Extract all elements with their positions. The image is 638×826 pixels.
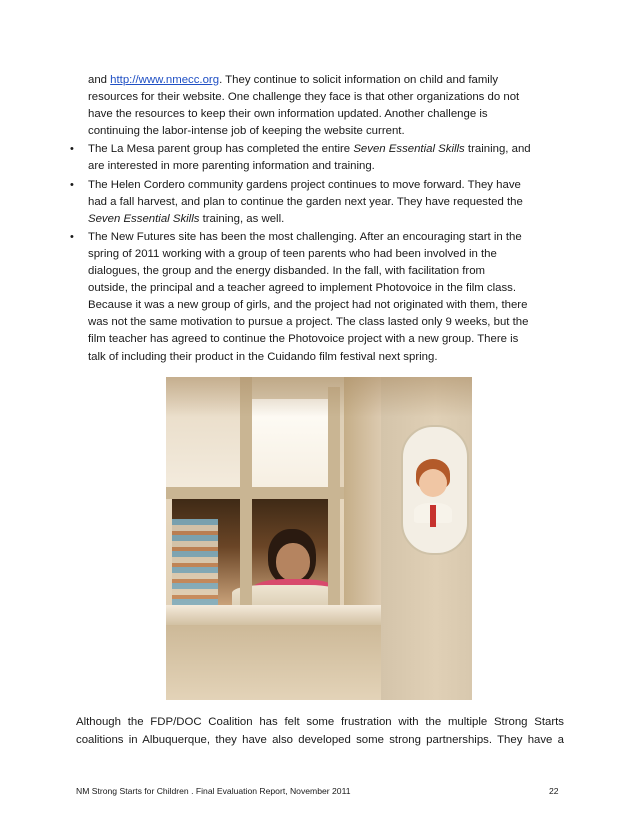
emphasis-text: Seven Essential Skills bbox=[88, 212, 200, 225]
text-span: and bbox=[88, 74, 111, 86]
photo-window-sill bbox=[166, 605, 381, 625]
bullet-marker: • bbox=[70, 143, 74, 156]
photo-window-mullion bbox=[328, 387, 340, 625]
helen-cordero-line-2: had a fall harvest, and plan to continue the garden next year. They have requested the bbox=[88, 195, 523, 208]
helen-cordero-line-3 bbox=[88, 211, 564, 228]
photo-girl-face bbox=[276, 543, 310, 581]
bullet-item-la-mesa bbox=[70, 141, 564, 175]
bullet-item-new-futures bbox=[70, 229, 564, 366]
continuation-line-1 bbox=[88, 72, 564, 89]
photo-doll-tie bbox=[430, 505, 436, 527]
text-span: training, and bbox=[464, 143, 531, 156]
photovoice-photo bbox=[166, 377, 472, 700]
continuation-line-2: resources for their website. One challenge they face is that other organizations do not bbox=[88, 91, 520, 104]
la-mesa-line-1 bbox=[88, 141, 564, 158]
body-paragraph bbox=[76, 714, 564, 749]
bullet-marker: • bbox=[70, 178, 74, 191]
photo-doll-face bbox=[419, 469, 447, 497]
paragraph-line: Although the FDP/DOC Coalition has felt some frustration with the multiple Strong Starts bbox=[76, 716, 564, 728]
bullet-item-helen-cordero bbox=[70, 177, 564, 228]
photo-striped-pillow bbox=[172, 519, 218, 605]
footer-report-title: NM Strong Starts for Children . Final Evaluation Report, November 2011 bbox=[76, 786, 351, 796]
continuation-line-4: continuing the labor-intense job of keeping the website current. bbox=[88, 125, 405, 138]
emphasis-text: Seven Essential Skills bbox=[353, 143, 465, 156]
footer-page-number: 22 bbox=[549, 786, 559, 796]
bullet-continuation bbox=[88, 72, 564, 140]
photo-top-shadow bbox=[166, 377, 472, 417]
bullet-marker: • bbox=[70, 230, 74, 243]
new-futures-line: dialogues, the group and the energy disbanded. In the fall, with facilitation from bbox=[88, 265, 486, 278]
text-span: The La Mesa parent group has completed the entire bbox=[88, 143, 354, 156]
helen-cordero-line-1: The Helen Cordero community gardens project continues to move forward. They have bbox=[88, 178, 521, 191]
nmecc-link[interactable]: http://www.nmecc.org bbox=[110, 74, 220, 86]
new-futures-line: spring of 2011 working with a group of teen parents who had been involved in the bbox=[88, 247, 497, 260]
text-span: . They continue to solicit information on child and family bbox=[219, 74, 499, 86]
photo-lower-wall bbox=[166, 625, 381, 700]
bullet-list bbox=[70, 72, 564, 366]
paragraph-line: coalitions in Albuquerque, they have also developed some strong partnerships. They have a bbox=[76, 733, 564, 746]
new-futures-line: Because it was a new group of girls, and the project had not originated with them, there bbox=[88, 299, 528, 312]
continuation-line-3: have the resources to keep their own information updated. Another challenge is bbox=[88, 108, 488, 121]
text-span: training, as well. bbox=[199, 212, 285, 225]
new-futures-line: outside, the principal and a teacher agreed to implement Photovoice in the film class. bbox=[88, 282, 517, 295]
new-futures-line: The New Futures site has been the most challenging. After an encouraging start in the bbox=[88, 230, 522, 243]
new-futures-line: film teacher has agreed to continue the Photovoice project with a new group. There is bbox=[88, 333, 519, 346]
la-mesa-line-2: are interested in more parenting information and training. bbox=[88, 160, 375, 173]
photo-window-transom bbox=[166, 487, 344, 499]
new-futures-line: was not the same motivation to pursue a project. The class lasted only 9 weeks, but the bbox=[88, 316, 529, 329]
photo-window-view bbox=[172, 499, 338, 605]
new-futures-line: talk of including their product in the Cuidando film festival next spring. bbox=[88, 350, 438, 363]
